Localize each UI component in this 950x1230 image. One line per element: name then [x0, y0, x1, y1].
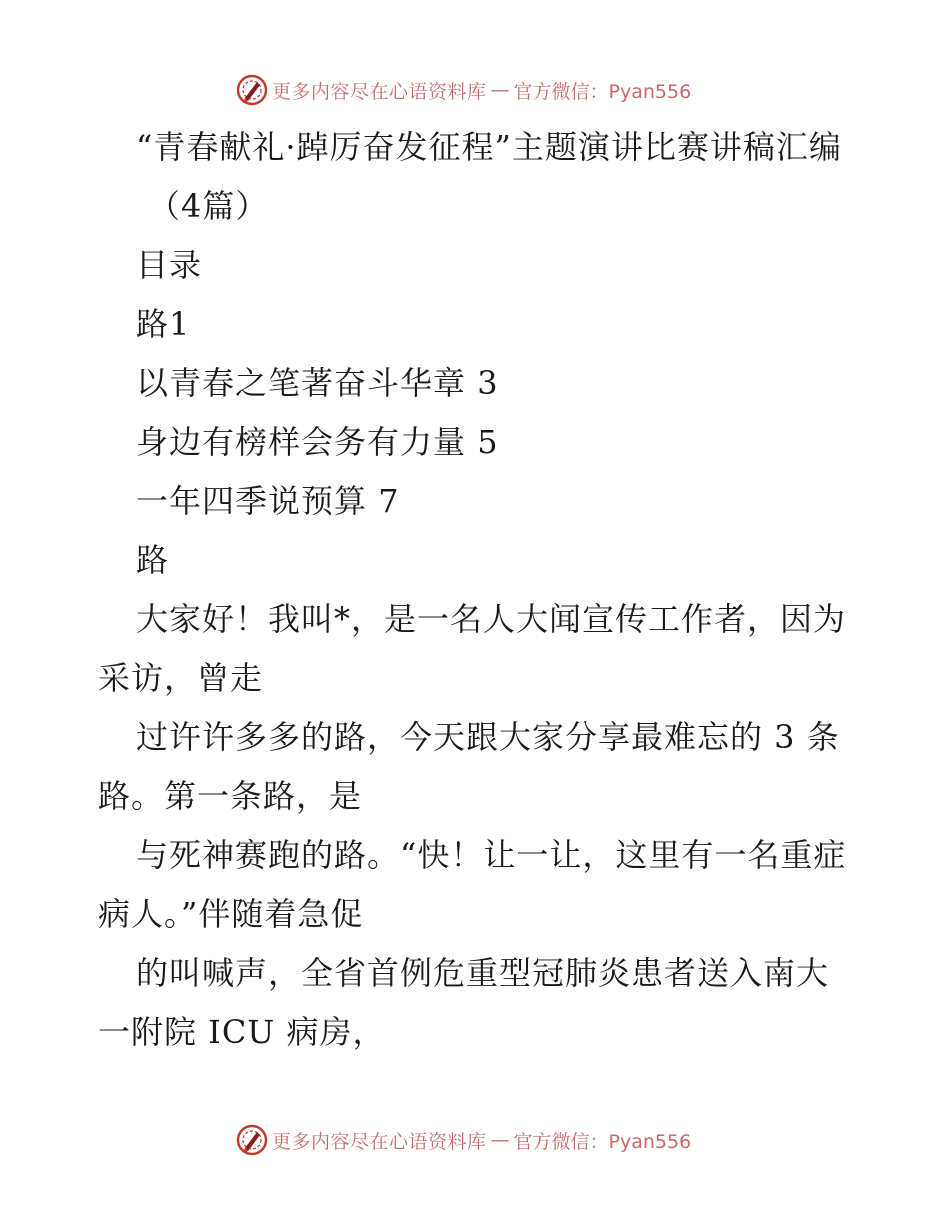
watermark-wechat: 官方微信：Pyan556 [513, 80, 692, 103]
watermark-wechat: 官方微信：Pyan556 [513, 1130, 692, 1153]
pen-nib-logo-icon [236, 74, 268, 106]
footer-watermark [236, 1122, 691, 1158]
body-paragraph: 过许许多多的路，今天跟大家分享最难忘的 3 条路。第一条路，是 [98, 718, 840, 815]
body-paragraph: 的叫喊声，全省首例危重型冠肺炎患者送入南大一附院 ICU 病房， [98, 954, 830, 1051]
toc-item-title: 以青春之笔著奋斗华章 [136, 364, 467, 402]
watermark-text: 更多内容尽在心语资料库 [272, 1130, 487, 1153]
toc-item-page: 1 [169, 305, 191, 343]
toc-item [98, 472, 858, 531]
body-paragraph: 大家好！我叫*，是一名人大闻宣传工作者，因为采访，曾走 [98, 600, 847, 697]
toc-item-title: 身边有榜样会务有力量 [136, 423, 467, 461]
toc-item [98, 413, 858, 472]
toc-item-page: 3 [477, 364, 499, 402]
pen-nib-logo-icon [236, 1124, 268, 1156]
document-title: “青春献礼·踔厉奋发征程”主题演讲比赛讲稿汇编 [136, 128, 842, 166]
document-count: （4篇） [148, 187, 269, 225]
header-watermark [236, 72, 691, 108]
section-title: 路 [136, 541, 170, 579]
toc-item-title: 路 [136, 305, 170, 343]
body-paragraph: 与死神赛跑的路。“快！让一让，这里有一名重症病人。”伴随着急促 [98, 836, 847, 933]
toc-heading: 目录 [136, 246, 203, 284]
toc-item-page: 5 [477, 423, 499, 461]
watermark-dash: — [490, 79, 510, 101]
toc-item [98, 295, 858, 354]
watermark-dash: — [490, 1129, 510, 1151]
toc-item [98, 354, 858, 413]
toc-item-page: 7 [378, 482, 400, 520]
document-body [98, 118, 858, 1062]
watermark-text: 更多内容尽在心语资料库 [272, 80, 487, 103]
toc-item-title: 一年四季说预算 [136, 482, 368, 520]
